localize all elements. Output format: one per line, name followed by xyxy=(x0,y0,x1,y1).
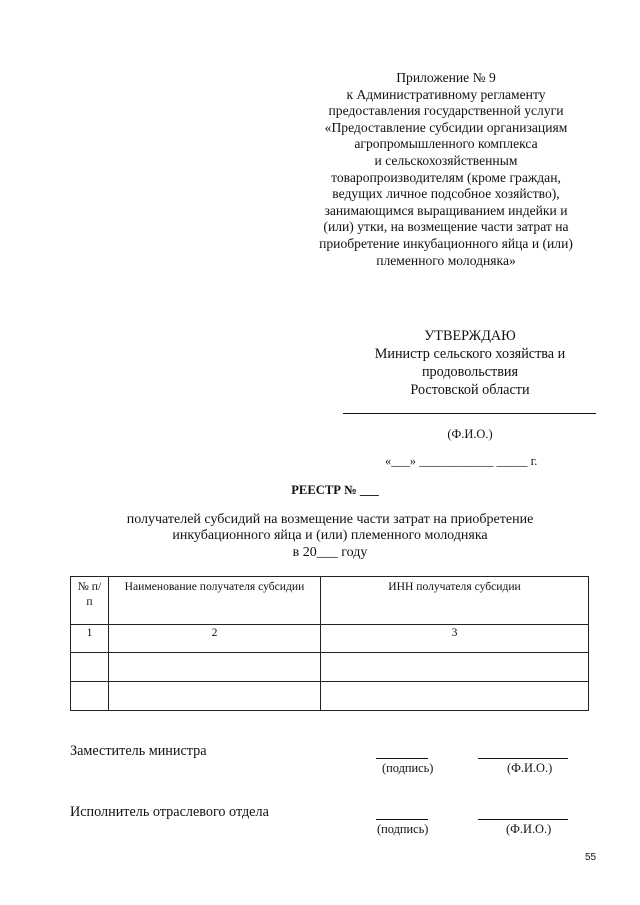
appendix-line: к Административному регламенту xyxy=(346,86,546,102)
appendix-line: Приложение № 9 xyxy=(396,70,496,85)
signature-caption: (подпись) xyxy=(382,761,434,775)
appendix-line: агропромышленного комплекса xyxy=(354,136,538,152)
table-row xyxy=(71,653,589,682)
number-cell: 1 xyxy=(71,625,109,653)
header-cell-number: № п/п xyxy=(71,577,109,625)
table-cell[interactable] xyxy=(321,682,589,711)
table-header-row xyxy=(71,577,589,625)
registry-description-line: получателей субсидий на возмещение части затрат на приобретение xyxy=(126,512,534,527)
appendix-line: приобретение инкубационного яйца и (или) xyxy=(319,235,573,251)
appendix-line: ведущих личное подсобное хозяйство), xyxy=(332,186,560,202)
table-cell[interactable] xyxy=(321,653,589,682)
approval-block xyxy=(345,327,595,399)
appendix-line: (или) утки, на возмещение части затрат на xyxy=(323,219,569,235)
table-cell[interactable] xyxy=(109,653,321,682)
appendix-line: товаропроизводителям (кроме граждан, xyxy=(331,169,561,185)
approval-date-line: «___» ____________ _____ г. xyxy=(385,454,538,468)
page-number: 55 xyxy=(585,852,597,863)
signature-role-deputy-minister: Заместитель министра xyxy=(70,743,207,759)
fio-caption: (Ф.И.О.) xyxy=(506,822,552,836)
table-row xyxy=(71,682,589,711)
signature-role-executor: Исполнитель отраслевого отдела xyxy=(70,804,269,820)
appendix-line: племенного молодняка» xyxy=(376,252,516,268)
fio-line xyxy=(478,819,568,820)
fio-caption: (Ф.И.О.) xyxy=(507,761,553,775)
registry-description-line: в 20___ году xyxy=(292,544,368,560)
approval-line: Министр сельского хозяйства и xyxy=(374,346,566,362)
number-cell: 2 xyxy=(109,625,321,653)
approval-line: Ростовской области xyxy=(410,382,530,398)
fio-line xyxy=(478,758,568,759)
table-numbering-row xyxy=(71,625,589,653)
appendix-line: «Предоставление субсидии организациям xyxy=(324,119,568,135)
appendix-line: занимающимся выращиванием индейки и xyxy=(324,202,568,218)
signature-caption: (подпись) xyxy=(377,822,429,836)
registry-title: РЕЕСТР № ___ xyxy=(291,483,379,497)
approval-line: продовольствия xyxy=(421,364,519,380)
number-cell: 3 xyxy=(321,625,589,653)
signature-line xyxy=(376,758,428,759)
appendix-block xyxy=(298,70,594,269)
approval-heading: УТВЕРЖДАЮ xyxy=(424,328,516,344)
signature-line xyxy=(376,819,428,820)
header-cell-inn: ИНН получателя субсидии xyxy=(321,577,589,625)
registry-description-line: инкубационного яйца и (или) племенного молодняка xyxy=(172,528,488,544)
appendix-line: предоставления государственной услуги xyxy=(328,103,564,119)
registry-description xyxy=(90,512,570,561)
table-cell[interactable] xyxy=(71,682,109,711)
header-cell-name: Наименование получателя субсидии xyxy=(109,577,321,625)
table-cell[interactable] xyxy=(109,682,321,711)
table-cell[interactable] xyxy=(71,653,109,682)
registry-table xyxy=(70,576,589,711)
appendix-line: и сельскохозяйственным xyxy=(374,152,518,168)
approval-fio-caption: (Ф.И.О.) xyxy=(447,427,493,441)
approval-signature-line xyxy=(343,413,596,414)
